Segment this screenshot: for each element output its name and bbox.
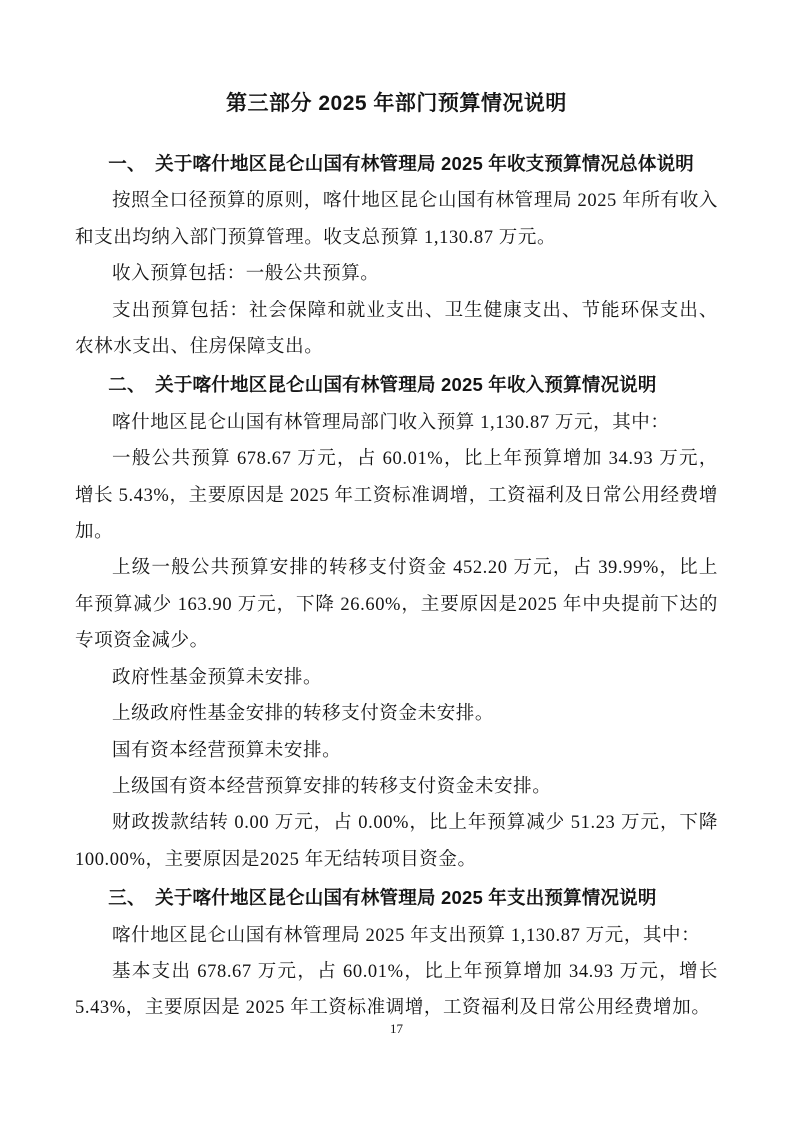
paragraph-income-scope: 收入预算包括：一般公共预算。 [112,264,380,285]
paragraph-transfer-payment: 上级一般公共预算安排的转移支付资金 452.20 万元，占 39.99%，比上年预算减少 163.90 万元，下降 26.60%，主要原因是2025 年中央提前下达的专项资金减少。 [75,558,718,652]
paragraph-basic-expenditure: 基本支出 678.67 万元，占 60.01%，比上年预算增加 34.93 万元，增长 5.43%，主要原因是 2025 年工资标准调增，工资福利及日常公用经费增加。 [75,961,718,1019]
section-heading-2: 二、 关于喀什地区昆仑山国有林管理局 2025 年收入预算情况说明 [108,374,657,396]
paragraph-overall-budget: 按照全口径预算的原则，喀什地区昆仑山国有林管理局 2025 年所有收入和支出均纳入部门预算管理。收支总预算 1,130.87 万元。 [75,191,718,248]
section-heading-3: 三、 关于喀什地区昆仑山国有林管理局 2025 年支出预算情况说明 [108,887,657,909]
document-title: 第三部分 2025 年部门预算情况说明 [226,92,567,115]
page-number: 17 [390,1021,403,1036]
paragraph-expenditure-scope: 支出预算包括：社会保障和就业支出、卫生健康支出、节能环保支出、农林水支出、住房保障支出。 [75,300,718,358]
paragraph-gov-fund-none: 政府性基金预算未安排。 [112,667,323,688]
paragraph-gov-fund-transfer-none: 上级政府性基金安排的转移支付资金未安排。 [112,704,495,725]
paragraph-carryover-funds: 财政拨款结转 0.00 万元，占 0.00%，比上年预算减少 51.23 万元，下降 100.00%，主要原因是2025 年无结转项目资金。 [75,813,718,870]
paragraph-state-capital-none: 国有资本经营预算未安排。 [112,740,342,761]
document-body [75,146,718,1027]
paragraph-state-capital-transfer-none: 上级国有资本经营预算安排的转移支付资金未安排。 [112,776,552,797]
section-heading-1: 一、 关于喀什地区昆仑山国有林管理局 2025 年收支预算情况总体说明 [108,153,694,174]
paragraph-income-total: 喀什地区昆仑山国有林管理局部门收入预算 1,130.87 万元，其中： [112,412,670,433]
paragraph-expenditure-total: 喀什地区昆仑山国有林管理局 2025 年支出预算 1,130.87 万元，其中： [112,925,701,946]
paragraph-general-public-budget: 一般公共预算 678.67 万元，占 60.01%，比上年预算增加 34.93 万元，增长 5.43%，主要原因是 2025 年工资标准调增，工资福利及日常公用经费增加。 [75,449,718,543]
